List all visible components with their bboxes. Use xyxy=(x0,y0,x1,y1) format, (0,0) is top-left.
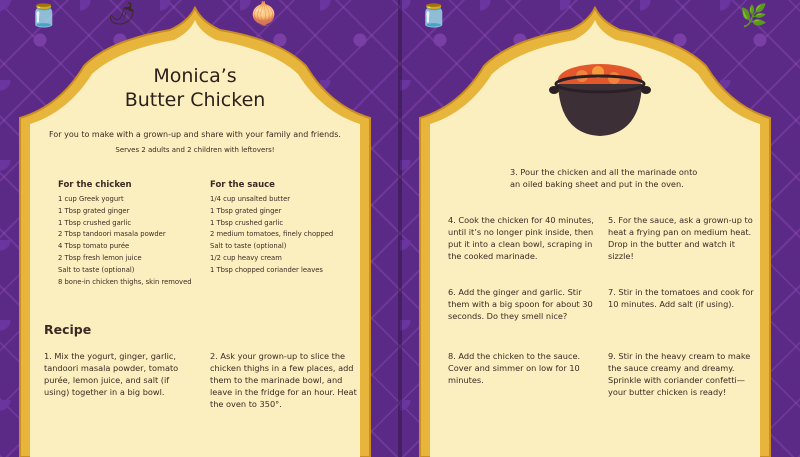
sauce-ingredients-list xyxy=(210,194,333,277)
spice-jar-icon: 🫙 xyxy=(30,4,58,29)
step-2: 2. Ask your grown-up to slice the chicken thighs in a few places, add them to the marinade bowl, and leave in the fridge for an hour. Heat the oven to 350°. xyxy=(210,351,357,409)
sauce-heading: For the sauce xyxy=(210,180,275,190)
ingredient-item: 1 Tbsp crushed garlic xyxy=(58,218,132,227)
step-6: 6. Add the ginger and garlic. Stir them with a big spoon for about 30 seconds. Do they smell nice? xyxy=(448,287,593,321)
step-9: 9. Stir in the heavy cream to make the sauce creamy and dreamy. Sprinkle with coriander confetti—your butter chicken is ready! xyxy=(608,351,751,397)
spice-jar-icon: 🫙 xyxy=(420,4,448,29)
step-4: 4. Cook the chicken for 40 minutes, until it’s no longer pink inside, then put it into a clean bowl, scraping in the cooked marinade. xyxy=(448,215,594,261)
ingredient-item: 1/4 cup unsalted butter xyxy=(210,195,291,203)
ingredient-item: 1 Tbsp crushed garlic xyxy=(210,218,284,227)
ingredient-item: 2 Tbsp tandoori masala powder xyxy=(58,230,166,239)
ingredient-item: 4 Tbsp tomato purée xyxy=(58,242,130,251)
serves-text: Serves 2 adults and 2 children with leftovers! xyxy=(115,146,275,154)
ingredient-item: Salt to taste (optional) xyxy=(58,265,135,274)
chicken-ingredients-list xyxy=(58,194,192,288)
recipe-title xyxy=(0,64,390,112)
onion-icon: 🧅 xyxy=(250,2,278,27)
title-line-2: Butter Chicken xyxy=(124,89,266,111)
step-8: 8. Add the chicken to the sauce. Cover and simmer on low for 10 minutes. xyxy=(448,351,581,385)
ingredient-item: 2 Tbsp fresh lemon juice xyxy=(58,253,142,262)
right-page-panel xyxy=(400,0,800,457)
herb-icon: 🌿 xyxy=(740,4,768,29)
recipe-heading: Recipe xyxy=(44,322,92,337)
intro-text: For you to make with a grown-up and share with your family and friends. xyxy=(49,130,341,139)
ingredient-item: 1/2 cup heavy cream xyxy=(210,253,282,262)
ingredient-item: 1 Tbsp grated ginger xyxy=(58,206,130,215)
step-7: 7. Stir in the tomatoes and cook for 10 minutes. Add salt (if using). xyxy=(608,287,754,309)
ingredient-item: 2 medium tomatoes, finely chopped xyxy=(210,230,334,239)
step-1: 1. Mix the yogurt, ginger, garlic, tandoori masala powder, tomato purée, lemon juice, and salt (if using) together in a big bowl. xyxy=(44,351,179,397)
ingredient-item: 1 Tbsp chopped coriander leaves xyxy=(210,265,323,274)
chili-icon: 🌶 xyxy=(108,2,136,27)
title-line-1: Monica’s xyxy=(153,65,237,87)
ingredient-item: 1 cup Greek yogurt xyxy=(58,195,124,203)
step-5: 5. For the sauce, ask a grown-up to heat a frying pan on medium heat. Drop in the butter and watch it sizzle! xyxy=(608,215,753,261)
ingredient-item: 1 Tbsp grated ginger xyxy=(210,206,282,215)
ingredient-item: 8 bone-in chicken thighs, skin removed xyxy=(58,277,192,286)
chicken-heading: For the chicken xyxy=(58,180,132,190)
step-3: 3. Pour the chicken and all the marinade onto an oiled baking sheet and put in the oven. xyxy=(510,167,698,189)
ingredient-item: Salt to taste (optional) xyxy=(210,242,287,251)
